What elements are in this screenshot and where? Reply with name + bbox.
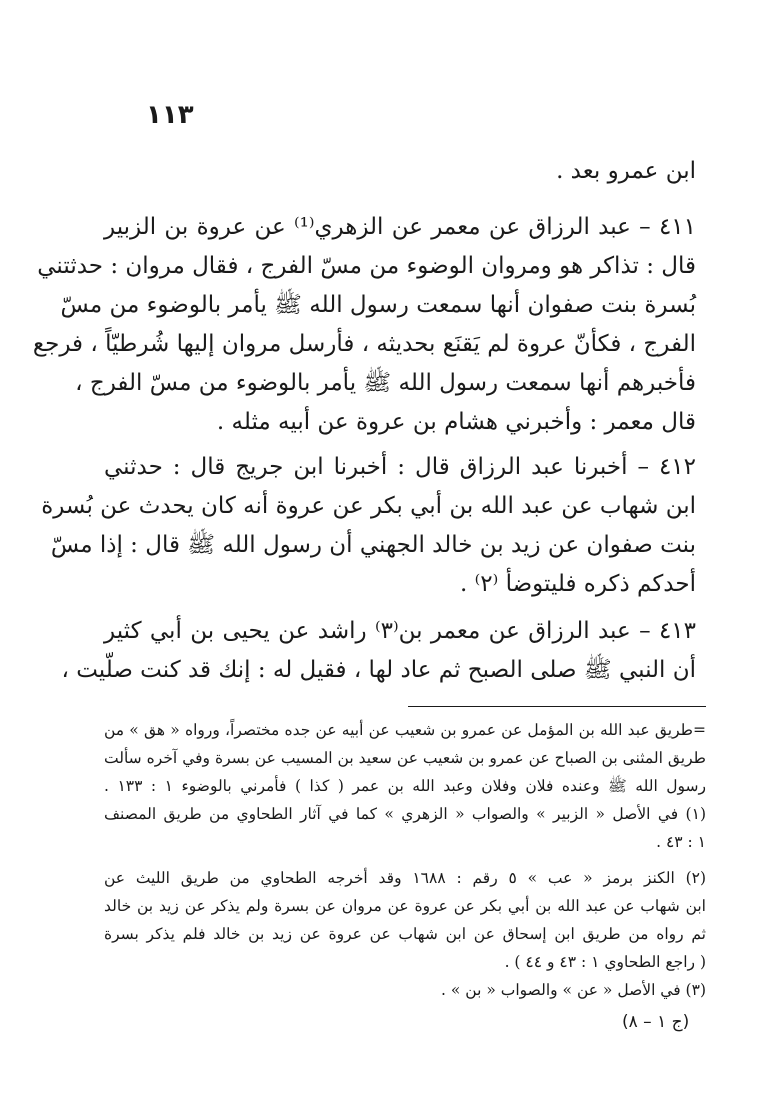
- body-paragraph-intro: [104, 152, 696, 191]
- page-number: ١١٣: [146, 100, 194, 130]
- footnote-line: ١ : ٤٣ .: [656, 833, 706, 851]
- body-line: ٤١١ – عبد الرزاق عن معمر عن الزهري⁽¹⁾ عن عروة بن الزبير: [104, 214, 696, 240]
- body-line: فأخبرهم أنها سمعت رسول الله ﷺ يأمر بالوضوء من مسّ الفرج ،: [75, 370, 696, 396]
- volume-signature: (ج ١ – ٨): [622, 1012, 690, 1032]
- footnote-line: ثم رواه من طريق ابن إسحاق عن ابن شهاب عن عروة عن زيد بن خالد فلم يذكر بسرة: [104, 925, 706, 943]
- hadith-413: [61, 612, 696, 690]
- footnote-line: (١) في الأصل « الزبير » والصواب « الزهري » كما في آثار الطحاوي من طريق المصنف: [104, 805, 706, 823]
- footnote-line: =طريق عبد الله بن المؤمل عن عمرو بن شعيب عن أبيه عن جده مختصراً، ورواه « هق » من: [104, 721, 706, 739]
- hadith-412: [41, 448, 696, 604]
- footnote-line: (٢) الكنز برمز « عب » ٥ رقم : ١٦٨٨ وقد أخرجه الطحاوي من طريق الليث عن: [104, 869, 707, 887]
- body-line: قال معمر : وأخبرني هشام بن عروة عن أبيه مثله .: [216, 409, 696, 435]
- body-line: أن النبي ﷺ صلى الصبح ثم عاد لها ، فقيل له : إنك قد كنت صلّيت ،: [61, 657, 696, 683]
- body-line: ابن شهاب عن عبد الله بن أبي بكر عن عروة أنه كان يحدث عن بُسرة: [41, 493, 696, 519]
- body-line: بنت صفوان عن زيد بن خالد الجهني أن رسول الله ﷺ قال : إذا مسّ: [50, 532, 696, 558]
- body-line: الفرج ، فكأنّ عروة لم يَقنَع بحديثه ، فأرسل مروان إليها شُرطيّاً ، فرجع: [32, 331, 696, 357]
- footnotes: [104, 716, 706, 1004]
- body-line: بُسرة بنت صفوان أنها سمعت رسول الله ﷺ يأمر بالوضوء من مسّ: [60, 292, 696, 318]
- body-line: قال : تذاكر هو ومروان الوضوء من مسّ الفرج ، فقال مروان : حدثتني: [37, 253, 696, 279]
- footnote-divider: [408, 706, 706, 707]
- footnote-line: رسول الله ﷺ وعنده فلان وفلان وعبد الله بن عمر ( كذا ) فأمرني بالوضوء ١ : ١٣٣ .: [104, 777, 706, 795]
- footnote-line: ( راجع الطحاوي ١ : ٤٣ و ٤٤ ) .: [504, 953, 706, 971]
- body-line: ٤١٣ – عبد الرزاق عن معمر بن⁽٣⁾ راشد عن يحيى بن أبي كثير: [104, 618, 696, 644]
- footnote-line: ابن شهاب عن عبد الله بن أبي بكر عن عروة عن مروان عن بسرة ولم يذكر عن زيد بن خالد: [104, 897, 706, 915]
- footnote-line: طريق المثنى بن الصباح عن عمرو بن شعيب عن سعيد بن المسيب عن بسرة وفي آخره سألت: [104, 749, 706, 767]
- hadith-411: [32, 208, 696, 442]
- body-line: ابن عمرو بعد .: [556, 158, 696, 184]
- body-line: أحدكم ذكره فليتوضأ ⁽٢⁾ .: [459, 571, 696, 597]
- footnote-line: (٣) في الأصل « عن » والصواب « بن » .: [441, 981, 706, 999]
- body-line: ٤١٢ – أخبرنا عبد الرزاق قال : أخبرنا ابن جريج قال : حدثني: [104, 454, 696, 480]
